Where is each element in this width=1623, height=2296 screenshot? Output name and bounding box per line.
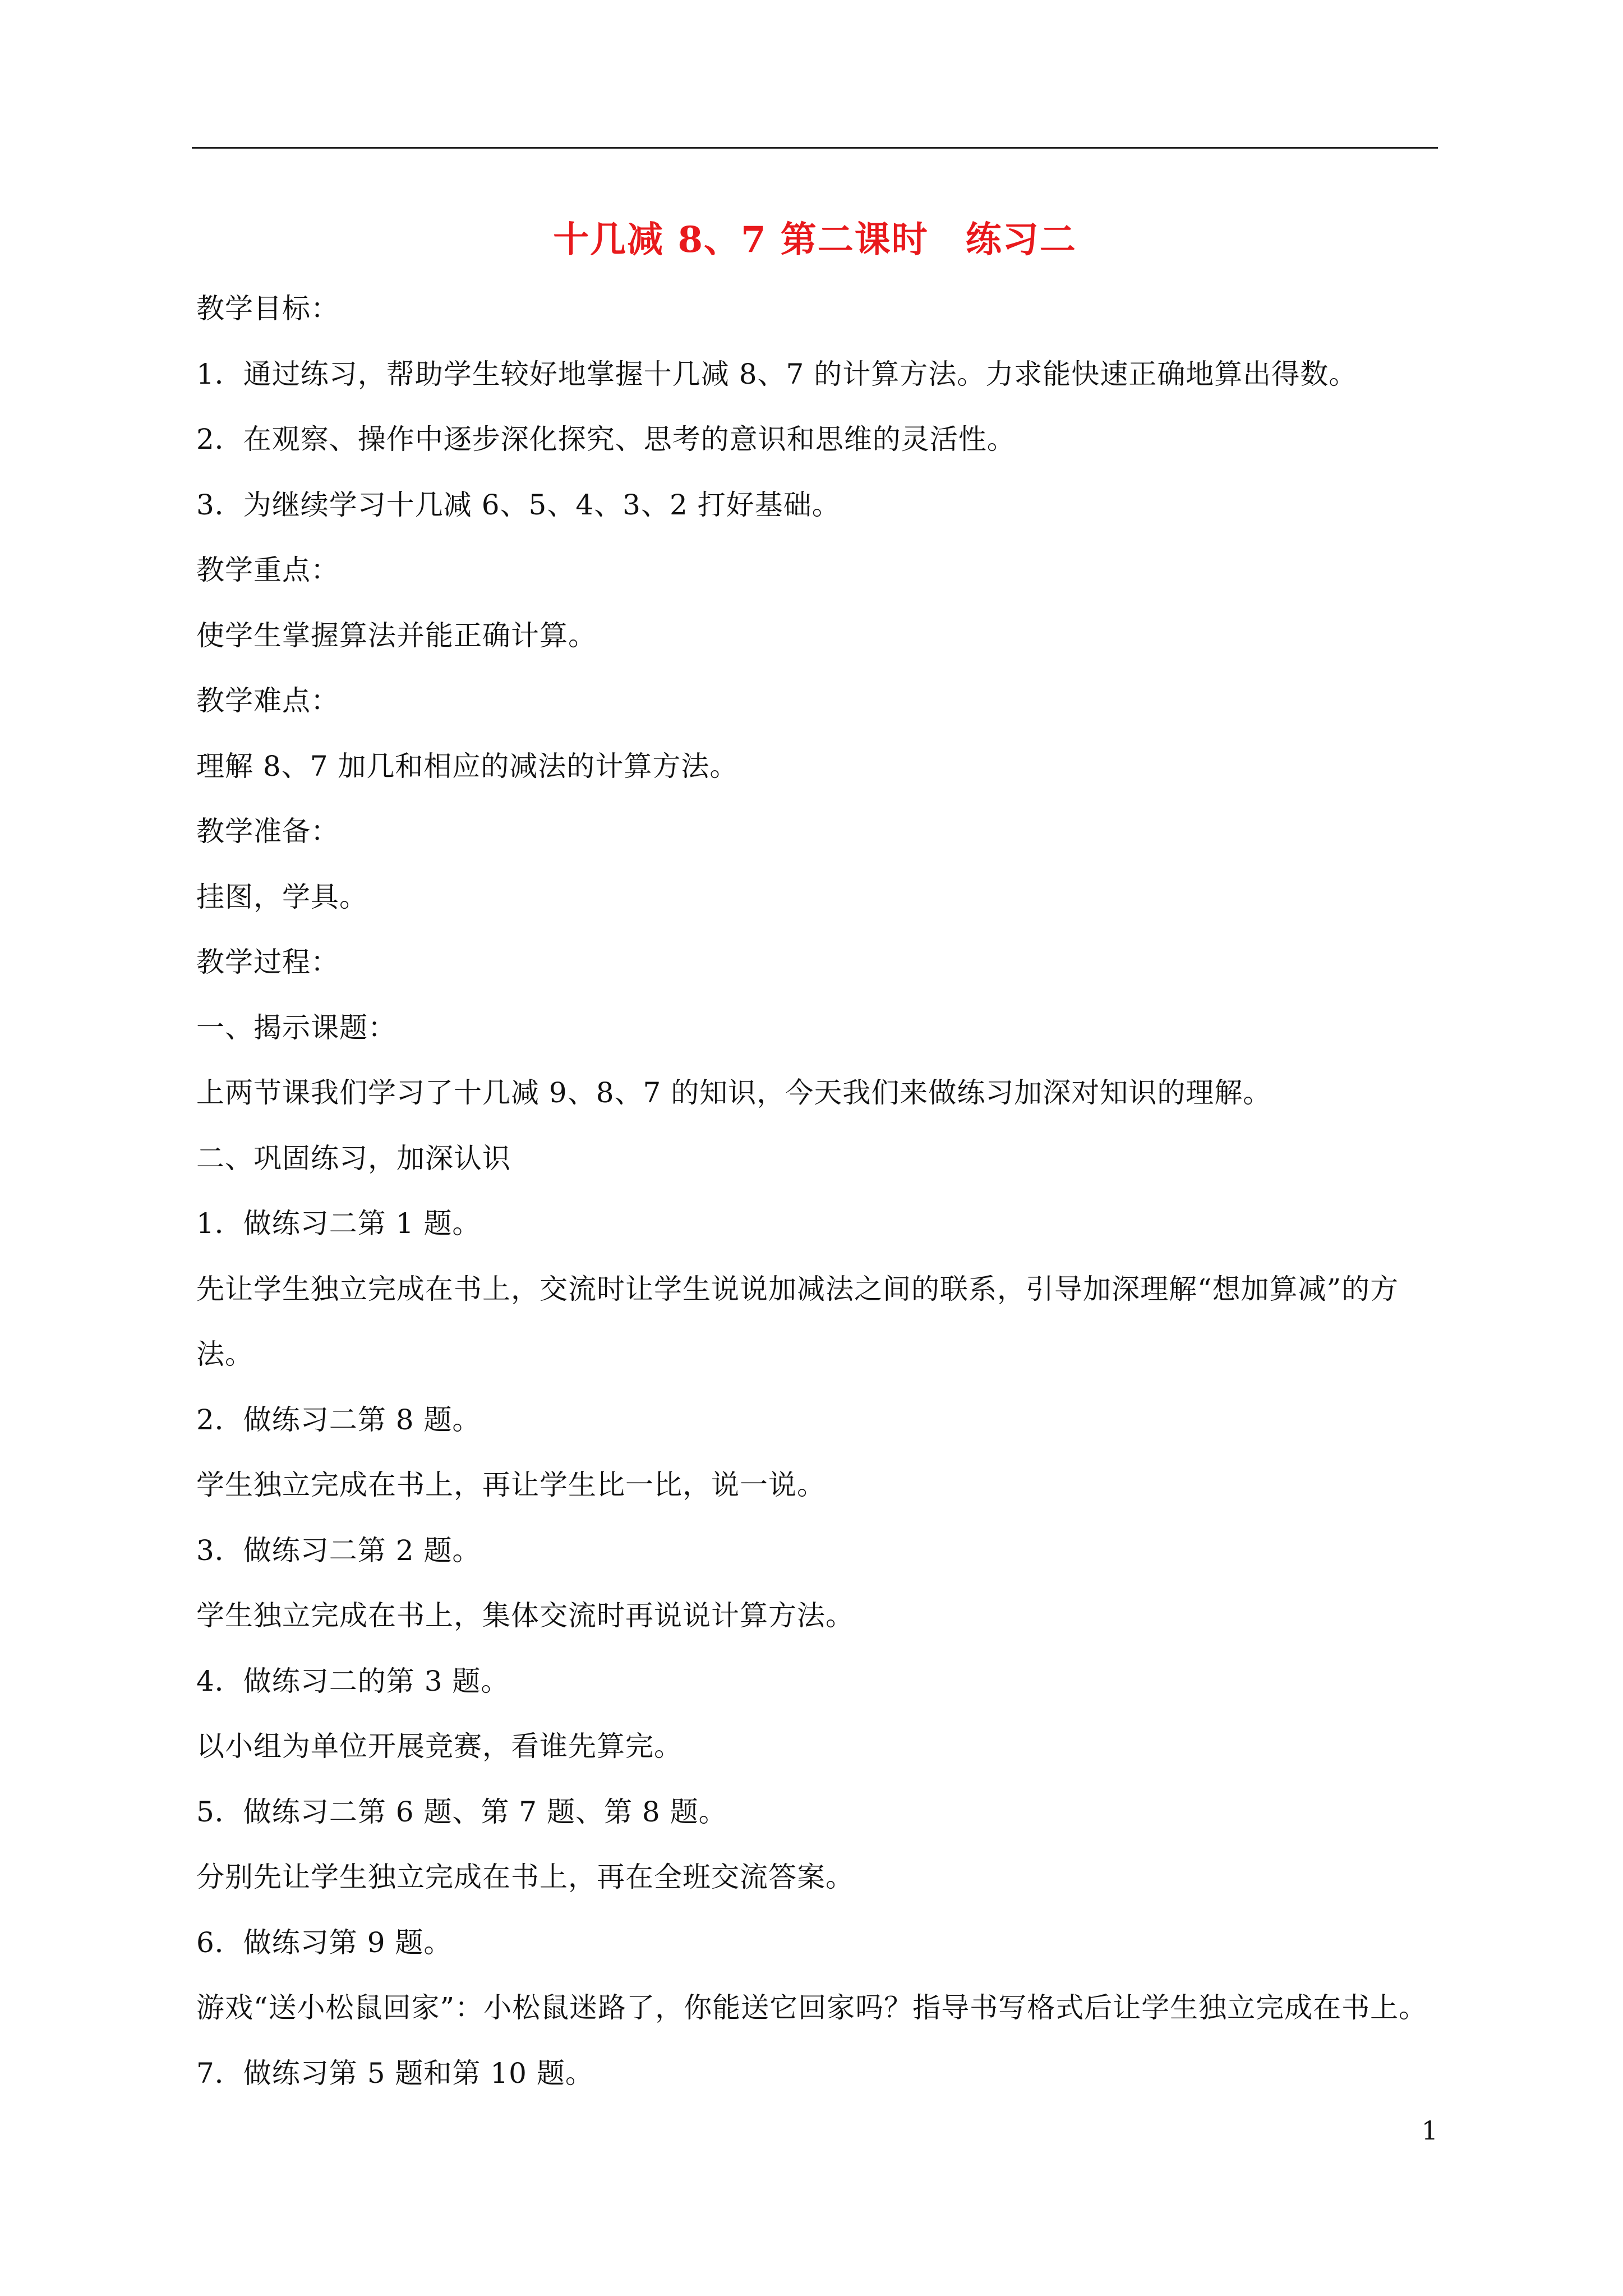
exercise-2-heading: 2．做练习二第 8 题。 <box>196 1403 481 1436</box>
exercise-7-heading: 7．做练习第 5 题和第 10 题。 <box>196 2056 594 2090</box>
exercise-4-text: 以小组为单位开展竞赛，看谁先算完。 <box>196 1730 683 1763</box>
section-heading-difficulties: 教学难点： <box>196 684 339 717</box>
exercise-5-heading: 5．做练习二第 6 题、第 7 题、第 8 题。 <box>196 1795 727 1828</box>
exercise-3-heading: 3．做练习二第 2 题。 <box>196 1534 481 1567</box>
objective-1: 1．通过练习，帮助学生较好地掌握十几减 8、7 的计算方法。力求能快速正确地算出得数。 <box>196 357 1358 390</box>
exercise-2-text: 学生独立完成在书上，再让学生比一比，说一说。 <box>196 1469 826 1501</box>
process-step-2-heading: 二、巩固练习，加深认识 <box>196 1142 511 1175</box>
exercise-1-text-continued: 法。 <box>196 1338 253 1370</box>
document-title: 十几减 8、7 第二课时 练习二 <box>553 219 1077 261</box>
process-step-1-text: 上两节课我们学习了十几减 9、8、7 的知识，今天我们来做练习加深对知识的理解。 <box>196 1076 1272 1109</box>
process-step-1-heading: 一、揭示课题： <box>196 1011 396 1044</box>
exercise-6-heading: 6．做练习第 9 题。 <box>196 1926 453 1959</box>
key-points-text: 使学生掌握算法并能正确计算。 <box>196 619 597 652</box>
exercise-1-heading: 1．做练习二第 1 题。 <box>196 1207 481 1240</box>
difficulties-text: 理解 8、7 加几和相应的减法的计算方法。 <box>196 749 739 783</box>
exercise-1-text: 先让学生独立完成在书上，交流时让学生说说加减法之间的联系，引导加深理解“想加算减”的方 <box>196 1272 1399 1305</box>
page-number: 1 <box>1421 2115 1438 2146</box>
exercise-4-heading: 4．做练习二的第 3 题。 <box>196 1664 510 1697</box>
section-heading-preparation: 教学准备： <box>196 815 339 848</box>
section-heading-key-points: 教学重点： <box>196 554 339 586</box>
document-body <box>196 292 1438 2122</box>
section-heading-objectives: 教学目标： <box>196 292 339 325</box>
exercise-6-text: 游戏“送小松鼠回家”：小松鼠迷路了，你能送它回家吗？指导书写格式后让学生独立完成在书上。 <box>196 1991 1428 2024</box>
preparation-text: 挂图，学具。 <box>196 880 368 913</box>
exercise-3-text: 学生独立完成在书上，集体交流时再说说计算方法。 <box>196 1599 854 1632</box>
section-heading-process: 教学过程： <box>196 946 339 978</box>
header-rule <box>192 147 1438 149</box>
exercise-5-text: 分别先让学生独立完成在书上，再在全班交流答案。 <box>196 1861 854 1893</box>
objective-2: 2．在观察、操作中逐步深化探究、思考的意识和思维的灵活性。 <box>196 423 1016 455</box>
objective-3: 3．为继续学习十几减 6、5、4、3、2 打好基础。 <box>196 488 841 521</box>
